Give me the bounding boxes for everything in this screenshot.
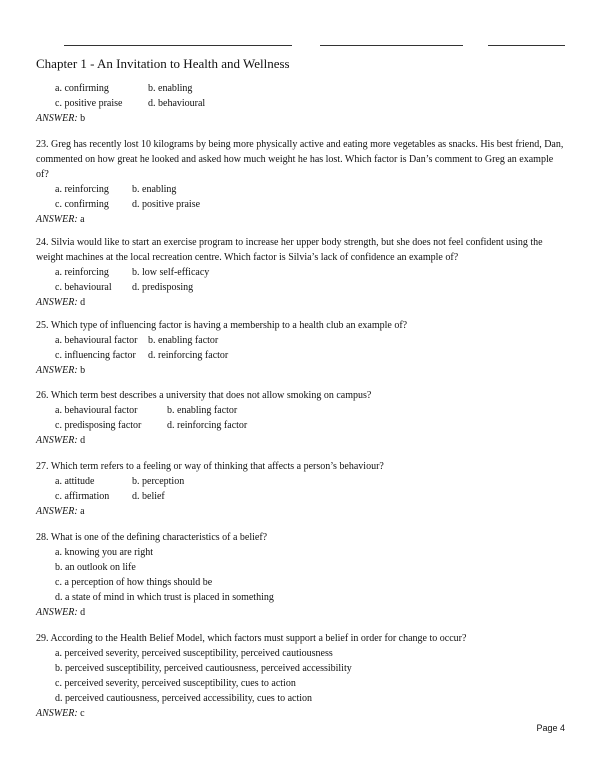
- answer-value: c: [80, 708, 85, 719]
- option-d: d. belief: [132, 491, 165, 502]
- answer-value: d: [80, 297, 86, 308]
- answer-line: [36, 212, 566, 227]
- option-b: b. perception: [132, 476, 185, 487]
- answer-line: [36, 605, 566, 620]
- question-text: 29. According to the Health Belief Model, which factors must support a belief in order for change to occur?: [36, 633, 467, 644]
- option-a: a. perceived severity, perceived susceptibility, perceived cautiousness: [55, 648, 333, 659]
- option-d: d. perceived cautiousness, perceived accessibility, cues to action: [55, 693, 313, 704]
- option-b: b. enabling: [148, 83, 193, 94]
- question-text: 26. Which term best describes a university that does not allow smoking on campus?: [36, 390, 372, 401]
- answer-value: d: [80, 435, 86, 446]
- options-row: [55, 403, 566, 418]
- option-c: c. perceived severity, perceived susceptibility, cues to action: [55, 678, 296, 689]
- answer-value: a: [80, 506, 85, 517]
- option-a: a. reinforcing: [55, 184, 109, 195]
- answer-value: b: [80, 365, 86, 376]
- option-d: d. reinforcing factor: [167, 420, 248, 431]
- options-row: [55, 96, 566, 111]
- option-d: d. predisposing: [132, 282, 194, 293]
- option-c: c. confirming: [55, 199, 109, 210]
- answer-line: [36, 706, 566, 721]
- option-a: a. behavioural factor: [55, 335, 138, 346]
- answer-label: ANSWER:: [36, 113, 78, 124]
- option-b: b. low self-efficacy: [132, 267, 210, 278]
- options-row: [55, 348, 566, 363]
- option-a: a. attitude: [55, 476, 95, 487]
- question-29: [36, 631, 566, 721]
- option-a: a. behavioural factor: [55, 405, 138, 416]
- options-row: [55, 81, 566, 96]
- chapter-title: Chapter 1 - An Invitation to Health and Wellness: [36, 56, 290, 71]
- page-number: Page 4: [536, 723, 565, 733]
- question-28: [36, 530, 566, 620]
- question-24: [36, 235, 566, 310]
- answer-line: [36, 111, 566, 126]
- option-b: b. enabling factor: [148, 335, 219, 346]
- option-c: c. positive praise: [55, 98, 123, 109]
- option-a: a. knowing you are right: [55, 547, 154, 558]
- question-23: [36, 137, 566, 227]
- option-d: d. positive praise: [132, 199, 201, 210]
- options-row: [55, 489, 566, 504]
- answer-line: [36, 363, 566, 378]
- option-c: c. behavioural: [55, 282, 112, 293]
- answer-label: ANSWER:: [36, 607, 78, 618]
- answer-line: [36, 295, 566, 310]
- answer-label: ANSWER:: [36, 506, 78, 517]
- option-d: d. reinforcing factor: [148, 350, 229, 361]
- answer-value: a: [80, 214, 85, 225]
- option-d: d. a state of mind in which trust is placed in something: [55, 592, 274, 603]
- answer-value: d: [80, 607, 86, 618]
- question-27: [36, 459, 566, 519]
- option-c: c. a perception of how things should be: [55, 577, 213, 588]
- answer-label: ANSWER:: [36, 435, 78, 446]
- question-text: 23. Greg has recently lost 10 kilograms by being more physically active and eating more vegetables as snacks. His best friend, Dan, commented on how great he looked and asked how much weight he has lost. Which factor is Dan’s comment to Greg an example of?: [36, 139, 564, 180]
- options-row: [55, 280, 566, 295]
- options-row: [55, 265, 566, 280]
- question-25: [36, 318, 566, 378]
- option-d: d. behavioural: [148, 98, 206, 109]
- options-row: [55, 418, 566, 433]
- question-26: [36, 388, 566, 448]
- option-b: b. perceived susceptibility, perceived cautiousness, perceived accessibility: [55, 663, 352, 674]
- option-c: c. affirmation: [55, 491, 110, 502]
- options-row: [55, 182, 566, 197]
- answer-label: ANSWER:: [36, 365, 78, 376]
- option-a: a. confirming: [55, 83, 109, 94]
- option-c: c. predisposing factor: [55, 420, 142, 431]
- header-rule-3: [488, 45, 565, 46]
- answer-label: ANSWER:: [36, 297, 78, 308]
- option-b: b. enabling: [132, 184, 177, 195]
- answer-line: [36, 433, 566, 448]
- options-row: [55, 474, 566, 489]
- options-row: [55, 197, 566, 212]
- option-a: a. reinforcing: [55, 267, 109, 278]
- option-c: c. influencing factor: [55, 350, 136, 361]
- option-b: b. an outlook on life: [55, 562, 136, 573]
- question-22: [36, 81, 566, 126]
- header-rule-2: [320, 45, 463, 46]
- question-text: 28. What is one of the defining characteristics of a belief?: [36, 532, 268, 543]
- answer-label: ANSWER:: [36, 214, 78, 225]
- option-b: b. enabling factor: [167, 405, 238, 416]
- answer-line: [36, 504, 566, 519]
- question-text: 25. Which type of influencing factor is having a membership to a health club an example of?: [36, 320, 408, 331]
- options-row: [55, 333, 566, 348]
- answer-label: ANSWER:: [36, 708, 78, 719]
- question-text: 24. Silvia would like to start an exercise program to increase her upper body strength, but she does not feel confident using the weight machines at the local recreation centre. Which factor is Silvia’s lack of confidence an example of?: [36, 237, 543, 263]
- answer-value: b: [80, 113, 86, 124]
- question-text: 27. Which term refers to a feeling or way of thinking that affects a person’s behaviour?: [36, 461, 384, 472]
- header-rule-1: [64, 45, 292, 46]
